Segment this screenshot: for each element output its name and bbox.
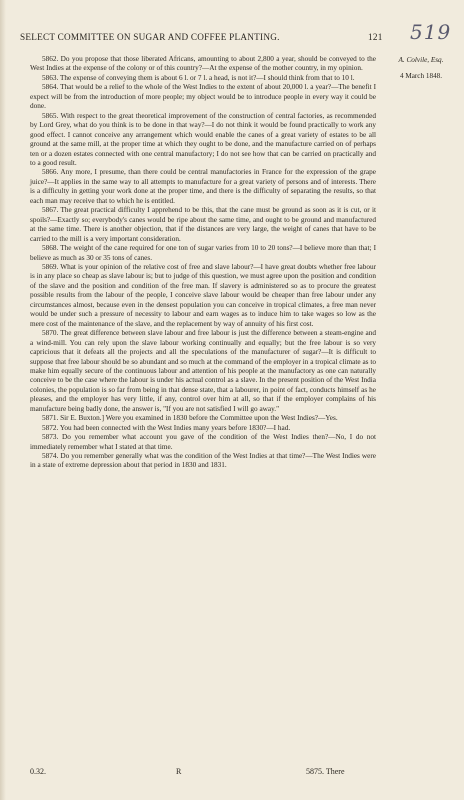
question-paragraph: 5874. Do you remember generally what was the condition of the West Indies at that time?—The West Indies were in a state of extreme depression about that period in 1830 and 1831.	[30, 452, 376, 470]
question-paragraph: 5868. The weight of the cane required for one ton of sugar varies from 10 to 20 tons?—I believe more than that; I believe as much as 30 or 35 tons of canes.	[30, 244, 376, 262]
question-paragraph: 5873. Do you remember what account you gave of the condition of the West Indies then?—No, I do not immediately remember what I stated at that time.	[30, 433, 376, 451]
question-paragraph: 5862. Do you propose that those liberated Africans, amounting to about 2,800 a year, should be conveyed to the West Indies at the expense of the colony or of this country?—At the expense of the mother country, in my opinion.	[30, 55, 376, 73]
running-header	[20, 32, 400, 42]
question-paragraph: 5864. That would be a relief to the whole of the West Indies to the extent of about 20,000 l. a year?—The benefit I expect will be from the introduction of more people; my object would be to introduce people in every way it could be done.	[30, 83, 376, 111]
footer-catchword: 5875. There	[306, 767, 345, 776]
question-paragraph: 5865. With respect to the great theoretical improvement of the construction of central factories, as recommended by Lord Grey, what do you think is to be done in that way?—I do not think it would be found practically to work any good effect. I cannot conceive any arrangement which would enable the canes of a great variety of estates to be all ground at the same mill, at the proper time at which they ought to be done, and the manufacture carried on of perhaps ten or a dozen estates connected with one central manufactory; I do not see how that can be carried on practically and to a good result.	[30, 111, 376, 167]
question-paragraph: 5867. The great practical difficulty I apprehend to be this, that the cane must be ground as soon as it is cut, or it spoils?—Exactly so; everybody's canes would be ripe about the same time, and ought to be ground and manufactured at the same time. There is another objection, that if the distances are very large, the weight of canes that have to be carried to the mill is a very important consideration.	[30, 206, 376, 243]
page-fold-shadow	[0, 0, 6, 800]
question-paragraph: 5870. The great difference between slave labour and free labour is just the difference between a steam-engine and a wind-mill. You can rely upon the slave labour working continually and equally; but the free labour is so very capricious that it defeats all the projects and all the speculations of the manufacturer of sugar?—It is difficult to suppose that free labour should be so abundant and so much at the command of the employer in a tropical climate as to make him equally secure of the continuous labour and attention of his people at the manufactory as one can naturally conceive to be the case where the labour is under his actual control as a slave. In the present position of the West India colonies, the population is so far from being in that dense state, that a labourer, in point of fact, conducts himself as he pleases, and the employer has very little, if any, control over him at all, so that if the employer complains of his manufacture being badly done, the answer is, "If you are not satisfied I will go away."	[30, 329, 376, 413]
question-paragraph: 5871. Sir E. Buxton.] Were you examined in 1830 before the Committee upon the West Indies?—Yes.	[42, 414, 338, 423]
footer-signature-mark: 0.32.	[30, 767, 46, 776]
footer-sheet-letter: R	[176, 767, 182, 776]
header-title: SELECT COMMITTEE ON SUGAR AND COFFEE PLANTING.	[20, 32, 280, 42]
page-footer	[30, 767, 376, 779]
question-paragraph: 5869. What is your opinion of the relative cost of free and slave labour?—I have great doubts whether free labour is in any place so cheap as slave labour is; but to judge of this question, we must agree upon the position and condition of the slave and the position and condition of the free man. If slavery is administered so as to procure the greatest possible results from the labour of the people, I conceive slave labour would be cheaper than free labour under any circumstances almost, because even in the densest population you can conceive in tropical climates, a free man never would be under such a pressure of necessity to labour and earn wages as to induce him to take wages so low as the mere cost of the maintenance of the slave, and the replacement by way of annuity of his first cost.	[30, 262, 376, 328]
margin-date: 4 March 1848.	[399, 72, 443, 80]
handwritten-page-number: 519	[410, 20, 452, 44]
margin-witness-name: A. Colvile, Esq.	[398, 56, 444, 64]
minutes-of-evidence	[30, 55, 376, 471]
question-paragraph: 5872. You had been connected with the West Indies many years before 1830?—I had.	[42, 423, 291, 432]
question-paragraph: 5863. The expense of conveying them is about 6 l. or 7 l. a head, is not it?—I should think from that to 10 l.	[42, 73, 355, 82]
question-paragraph: 5866. Any more, I presume, than there could be central manufactories in France for the expression of the grape juice?—It applies in the same way to all attempts to manufacture for a great variety of persons and of interests. There is a difficulty in getting your work done at the proper time, and there is the difficulty of separating the results, so that each man may receive that to which he is entitled.	[30, 168, 376, 205]
page-number: 121	[368, 32, 383, 42]
